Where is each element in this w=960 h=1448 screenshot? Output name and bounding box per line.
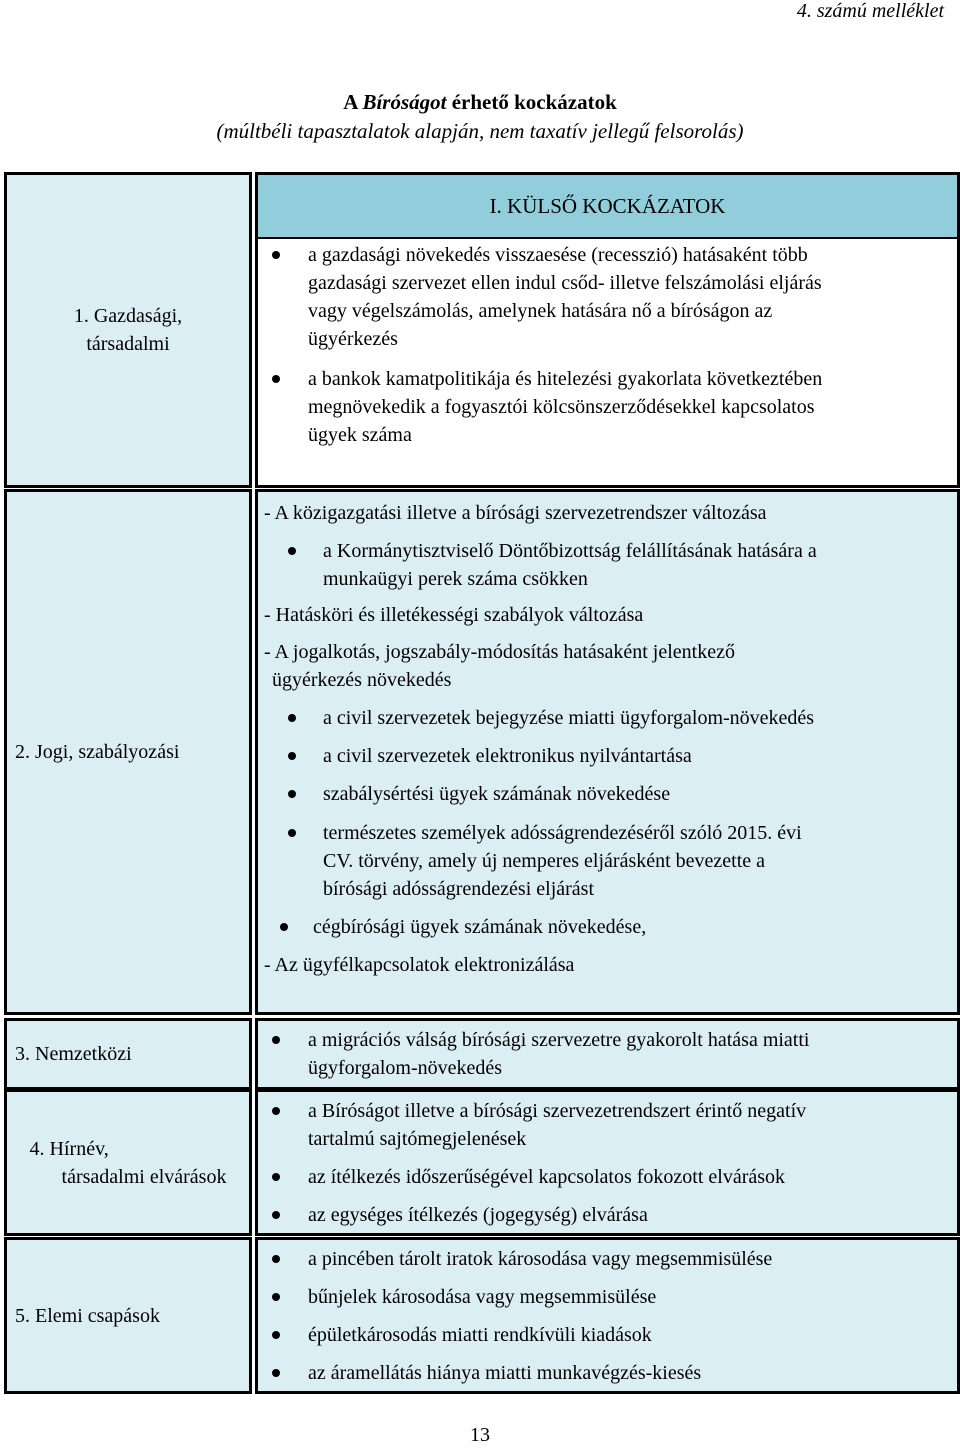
risk-row-reputation [4,1089,960,1236]
bullet-icon [272,1173,280,1181]
section-header: I. KÜLSŐ KOCKÁZATOK [258,175,957,239]
bullet-icon [288,714,296,722]
bullet-icon [272,1255,280,1263]
content-cell: a pincében tárolt iratok károsodása vagy megsemmisülése bűnjelek károsodása vagy megsemmisülése épületkárosodás miatti rendkívüli kiadások az áramellátás hiánya miatti munkavégzés-kiesés [255,1237,960,1394]
bullet-icon [272,1107,280,1115]
bullet-icon [272,1369,280,1377]
risk-row-natural-disasters [4,1237,960,1394]
category-cell: 3. Nemzetközi [4,1018,252,1090]
bullet-icon [272,251,280,259]
risk-row-economic [4,172,960,488]
category-cell: 1. Gazdasági, társadalmi [4,172,252,488]
dash-item: - Az ügyfélkapcsolatok elektronizálása [264,954,575,976]
content-cell: - A közigazgatási illetve a bírósági szervezetrendszer változása a Kormánytisztviselő Döntőbizottság felállításának hatására a munkaügyi perek száma csökken - Hatásköri és illetékességi szabályok változása - A jogalkotás, jogszabály-módosítás hatásaként jelentkező ügyérkezés növekedés a civil szervezetek bejegyzése miatti ügyforgalom-növekedés a civil szervezetek elektronikus nyilvántartása szabálysértési ügyek számának növekedése természetes személyek adósságrendezéséről szóló 2015. évi CV. törvény, amely új nemperes eljárásként bevezette a bírósági adósságrendezési eljárást cégbírósági ügyek számának növekedése, - Az ügyfélkapcsolatok elektronizálása [255,489,960,1015]
category-cell: 4. Hírnév, társadalmi elvárások [4,1089,252,1236]
bullet-icon [288,790,296,798]
document-title: A Bíróságot érhető kockázatok [343,90,617,114]
dash-item: - Hatásköri és illetékességi szabályok változása [264,604,644,626]
bullet-icon [288,752,296,760]
bullet-icon [272,1211,280,1219]
content-cell: I. KÜLSŐ KOCKÁZATOK a gazdasági növekedés visszaesése (recesszió) hatásaként több gazdasági szervezet ellen indul csőd- illetve felszámolási eljárás vagy végelszámolás, amelynek hatására nő a bíróságon az ügyérkezés a bankok kamatpolitikája és hitelezési gyakorlata következtében megnövekedik a fogyasztói kölcsönszerződésekkel kapcsolatos ügyek száma [255,172,960,488]
bullet-icon [272,1036,280,1044]
annex-label: 4. számú melléklet [796,0,944,22]
bullet-icon [280,923,288,931]
category-cell: 5. Elemi csapások [4,1237,252,1394]
category-cell: 2. Jogi, szabályozási [4,489,252,1015]
risk-row-legal [4,489,960,1015]
page-number: 13 [470,1424,490,1446]
dash-item: - A jogalkotás, jogszabály-módosítás hatásaként jelentkező ügyérkezés növekedés [264,641,735,691]
dash-item: - A közigazgatási illetve a bírósági szervezetrendszer változása [264,502,767,524]
bullet-icon [272,1331,280,1339]
content-cell: a migrációs válság bírósági szervezetre gyakorolt hatása miatti ügyforgalom-növekedés [255,1018,960,1090]
document-subtitle: (múltbéli tapasztalatok alapján, nem taxatív jellegű felsorolás) [216,119,744,143]
content-cell: a Bíróságot illetve a bírósági szervezetrendszert érintő negatív tartalmú sajtómegjelenések az ítélkezés időszerűségével kapcsolatos fokozott elvárások az egységes ítélkezés (jogegység) elvárása [255,1089,960,1236]
bullet-icon [272,1293,280,1301]
bullet-icon [288,547,296,555]
bullet-icon [272,375,280,383]
risk-row-international [4,1018,960,1090]
bullet-icon [288,829,296,837]
